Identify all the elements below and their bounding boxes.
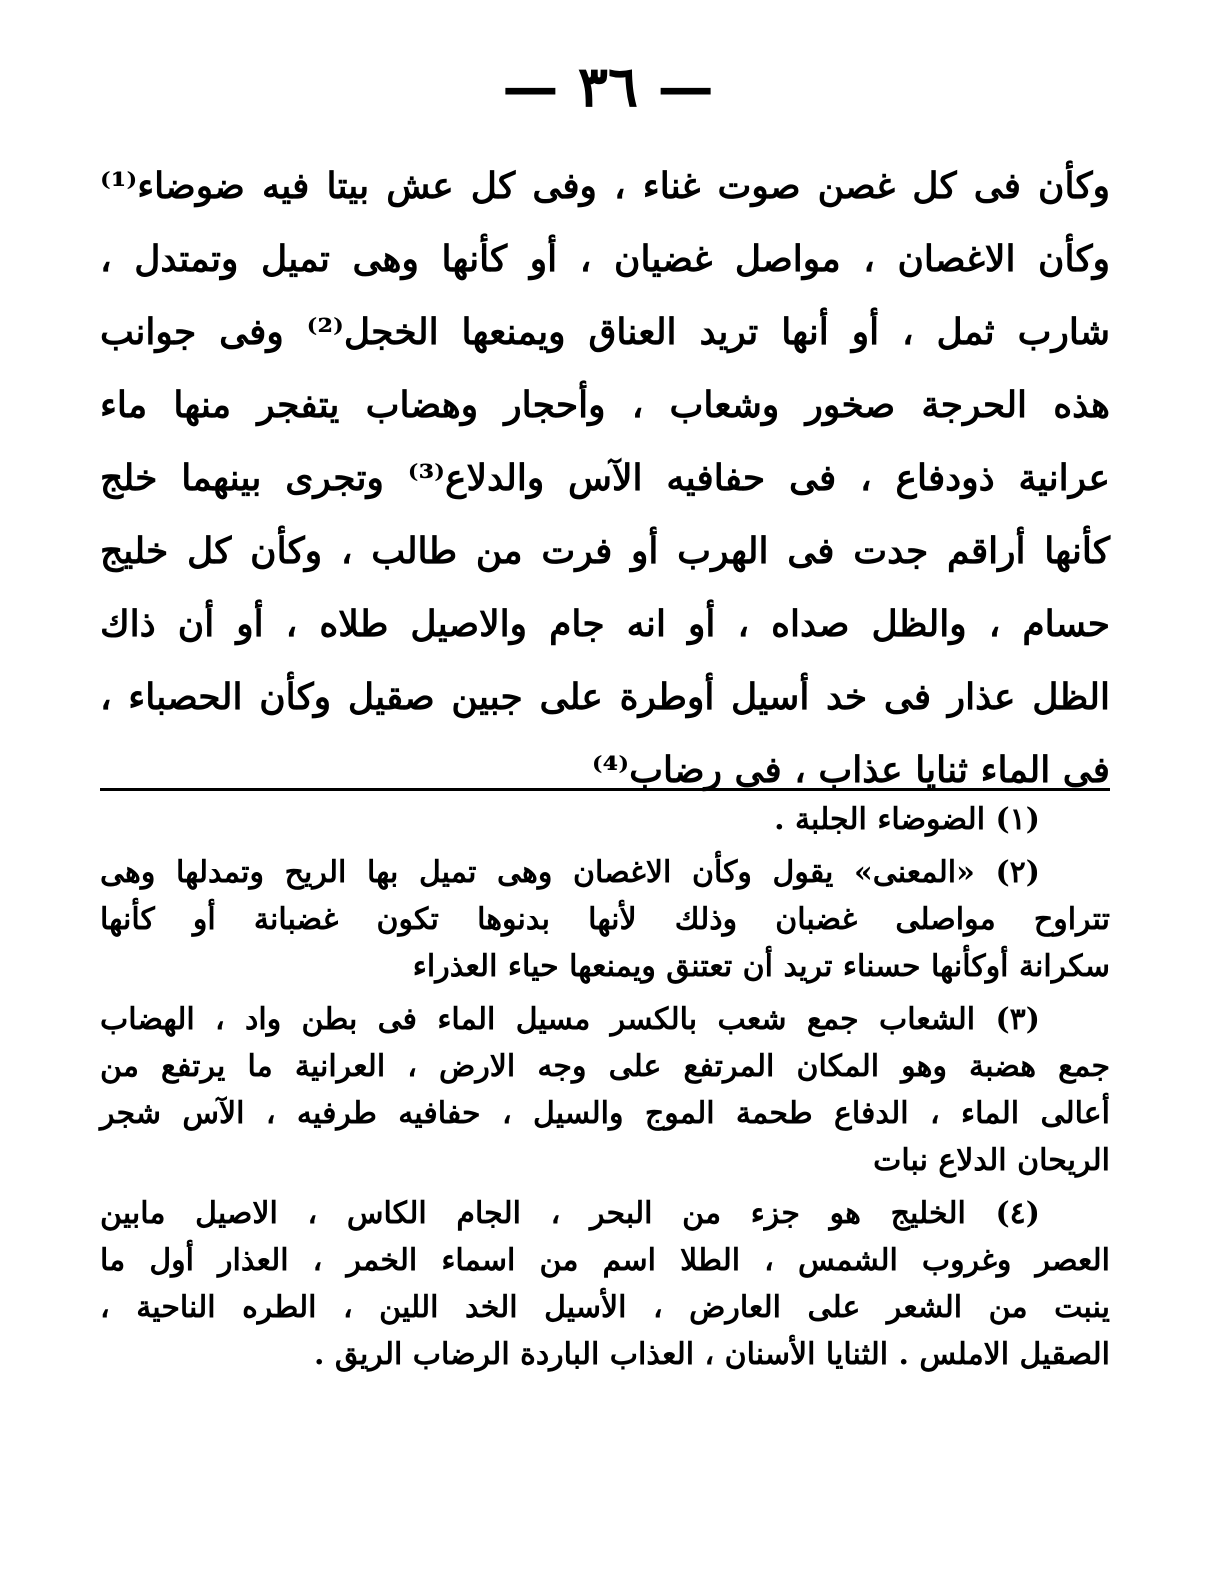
footnote-line: الصقيل الاملس . الثنايا الأسنان ، العذاب الباردة الرضاب الريق . xyxy=(314,1337,1110,1372)
footnote-line: جمع هضبة وهو المكان المرتفع على وجه الارض ، العرانية ما يرتفع من xyxy=(100,1049,1110,1084)
text-line: فى الماء ثنايا عذاب ، فى رضاب⁽⁴⁾ xyxy=(591,749,1110,791)
footnote-line: (١) الضوضاء الجلبة . xyxy=(774,802,1040,837)
footnotes xyxy=(100,796,1110,1384)
footnote-3 xyxy=(100,996,1110,1184)
text-line: وكأن فى كل غصن صوت غناء ، وفى كل عش بيتا فيه ضوضاء⁽¹⁾ xyxy=(100,165,1110,207)
footnote-2 xyxy=(100,849,1110,990)
page-number: — ٣٦ — xyxy=(502,54,714,120)
footnote-line: (٤) الخليج هو جزء من البحر ، الجام الكاس ، الاصيل مابين xyxy=(100,1196,1040,1231)
footnote-line: تتراوح مواصلى غضبان وذلك لأنها بدنوها تكون غضبانة أو كأنها xyxy=(100,902,1110,937)
text-line: وكأن الاغصان ، مواصل غضيان ، أو كأنها وهى تميل وتمتدل ، xyxy=(100,238,1110,280)
footnote-1 xyxy=(100,796,1110,843)
main-text xyxy=(100,150,1110,807)
text-line: شارب ثمل ، أو أنها تريد العناق ويمنعها الخجل⁽²⁾ وفى جوانب xyxy=(100,311,1110,353)
footnote-separator xyxy=(100,788,1110,791)
footnote-line: أعالى الماء ، الدفاع طحمة الموج والسيل ، حفافيه طرفيه ، الآس شجر xyxy=(100,1096,1110,1131)
text-line: كأنها أراقم جدت فى الهرب أو فرت من طالب ، وكأن كل خليج xyxy=(100,530,1110,572)
footnote-line: سكرانة أوكأنها حسناء تريد أن تعتنق ويمنعها حياء العذراء xyxy=(412,949,1110,984)
text-line: عرانية ذودفاع ، فى حفافيه الآس والدلاع⁽³⁾ وتجرى بينهما خلج xyxy=(100,457,1110,499)
footnote-line: (٢) «المعنى» يقول وكأن الاغصان وهى تميل بها الريح وتمدلها وهى xyxy=(100,855,1040,890)
text-line: حسام ، والظل صداه ، أو انه جام والاصيل طلاه ، أو أن ذاك xyxy=(100,603,1110,645)
footnote-line: ينبت من الشعر على العارض ، الأسيل الخد اللين ، الطره الناحية ، xyxy=(100,1290,1110,1325)
footnote-line: (٣) الشعاب جمع شعب بالكسر مسيل الماء فى بطن واد ، الهضاب xyxy=(100,1002,1040,1037)
text-line: الظل عذار فى خد أسيل أوطرة على جبين صقيل وكأن الحصباء ، xyxy=(100,676,1110,718)
text-line: هذه الحرجة صخور وشعاب ، وأحجار وهضاب يتفجر منها ماء xyxy=(100,384,1110,426)
footnote-4 xyxy=(100,1190,1110,1378)
footnote-line: العصر وغروب الشمس ، الطلا اسم من اسماء الخمر ، العذار أول ما xyxy=(100,1243,1110,1278)
footnote-line: الريحان الدلاع نبات xyxy=(873,1143,1110,1178)
